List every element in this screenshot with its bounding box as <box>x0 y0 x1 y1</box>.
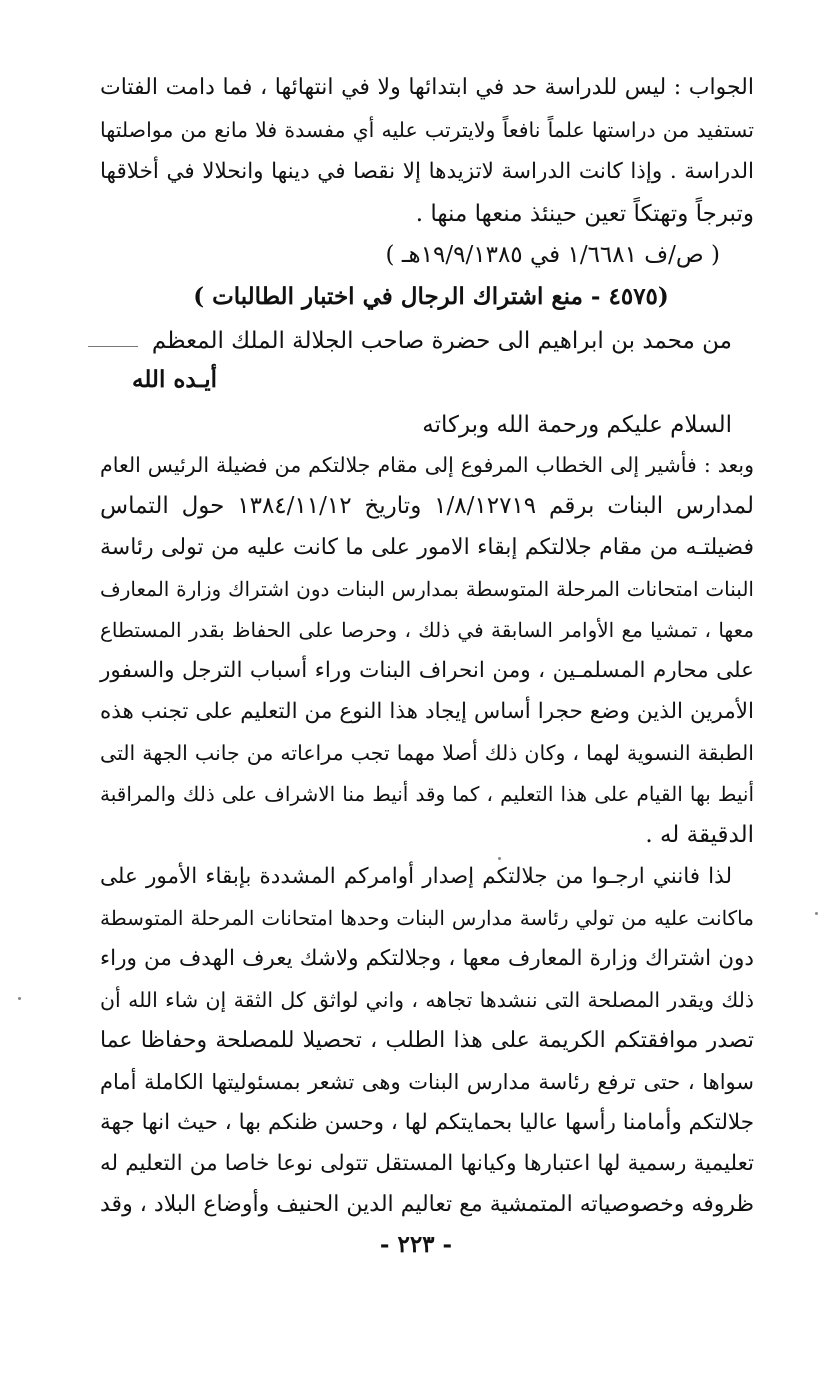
blessing-line: أيـده الله <box>131 366 217 393</box>
body-line: أنيط بها القيام على هذا التعليم ، كما وقد أنيط منا الاشراف على ذلك والمراقبة <box>100 782 755 806</box>
reference-note: ( ص/ف ١/٦٦٨١ في ١٩/٩/١٣٨٥هـ ) <box>385 242 720 268</box>
scan-speck <box>498 857 501 860</box>
addressee-line: من محمد بن ابراهيم الى حضرة صاحب الجلالة الملك المعظم <box>151 328 732 354</box>
body-line: سواها ، حتى ترفع رئاسة مدارس البنات وهى تشعر بمسئوليتها الكاملة أمام <box>100 1070 754 1094</box>
body-line: لمدارس البنات برقم ١/٨/١٢٧١٩ وتاريخ ١٣٨٤/١١/١٢ حول التماس <box>100 493 755 519</box>
answer-line: وتبرجاً وتهتكاً تعين حينئذ منعها منها . <box>415 201 754 227</box>
body-line: دون اشتراك وزارة المعارف معها ، وجلالتكم ولاشك يعرف الهدف من وراء <box>100 946 754 971</box>
body-line: الطبقة النسوية لهما ، وكان ذلك أصلا مهما تجب مراعاته من جانب الجهة التى <box>100 741 754 765</box>
scan-speck <box>815 912 818 915</box>
body-line: على محارم المسلمـين ، ومن انحراف البنات وراء أسباب الترجل والسفور <box>100 658 754 683</box>
body-line: البنات امتحانات المرحلة المتوسطة بمدارس البنات دون اشتراك وزارة المعارف <box>100 577 754 601</box>
greeting-line: السلام عليكم ورحمة الله وبركاته <box>422 412 732 438</box>
body-line: ذلك ويقدر المصلحة التى ننشدها تجاهه ، واني لواثق كل الثقة إن شاء الله أن <box>100 988 754 1012</box>
answer-line: الدراسة . وإذا كانت الدراسة لاتزيدها إلا نقصا في دينها وانحلالا في أخلاقها <box>100 159 754 184</box>
scan-speck <box>18 997 21 1000</box>
body-line: تصدر موافقتكم الكريمة على هذا الطلب ، تحصيلا للمصلحة وحفاظا عما <box>100 1028 754 1053</box>
margin-mark <box>88 346 138 347</box>
body-line: جلالتكم وأمامنا رأسها عاليا بحمايتكم لها ، وحسن ظنكم بها ، حيث انها جهة <box>100 1110 754 1135</box>
section-heading: (٤٥٧٥ - منع اشتراك الرجال في اختبار الطالبات ) <box>193 283 669 310</box>
body-line: ظروفه وخصوصياته المتمشية مع تعاليم الدين الحنيف وأوضاع البلاد ، وقد <box>100 1192 754 1217</box>
body-line: الدقيقة له . <box>645 822 754 848</box>
answer-line: تستفيد من دراستها علماً نافعاً ولايترتب عليه أي مفسدة فلا مانع من مواصلتها <box>100 118 754 142</box>
page-number: - ٢٢٣ - <box>379 1231 453 1258</box>
body-line: وبعد : فأشير إلى الخطاب المرفوع إلى مقام جلالتكم من فضيلة الرئيس العام <box>100 453 754 477</box>
body-line: فضيلتـه من مقام جلالتكم إبقاء الامور على ما كانت عليه من تولى رئاسة <box>100 535 754 560</box>
body-line: ماكانت عليه من تولي رئاسة مدارس البنات وحدها امتحانات المرحلة المتوسطة <box>100 906 754 930</box>
body-line: معها ، تمشيا مع الأوامر السابقة في ذلك ، وحرصا على الحفاظ بقدر المستطاع <box>100 618 754 642</box>
body-line: تعليمية رسمية لها اعتبارها وكيانها المستقل تتولى نوعا خاصا من التعليم له <box>100 1151 754 1176</box>
body-line: لذا فانني ارجـوا من جلالتكم إصدار أوامركم المشددة بإبقاء الأمور على <box>100 864 732 889</box>
body-line: الأمرين الذين وضع حجرا أساس إيجاد هذا النوع من التعليم على تجنب هذه <box>100 699 754 724</box>
answer-line: الجواب : ليس للدراسة حد في ابتدائها ولا في انتهائها ، فما دامت الفتات <box>100 75 754 100</box>
